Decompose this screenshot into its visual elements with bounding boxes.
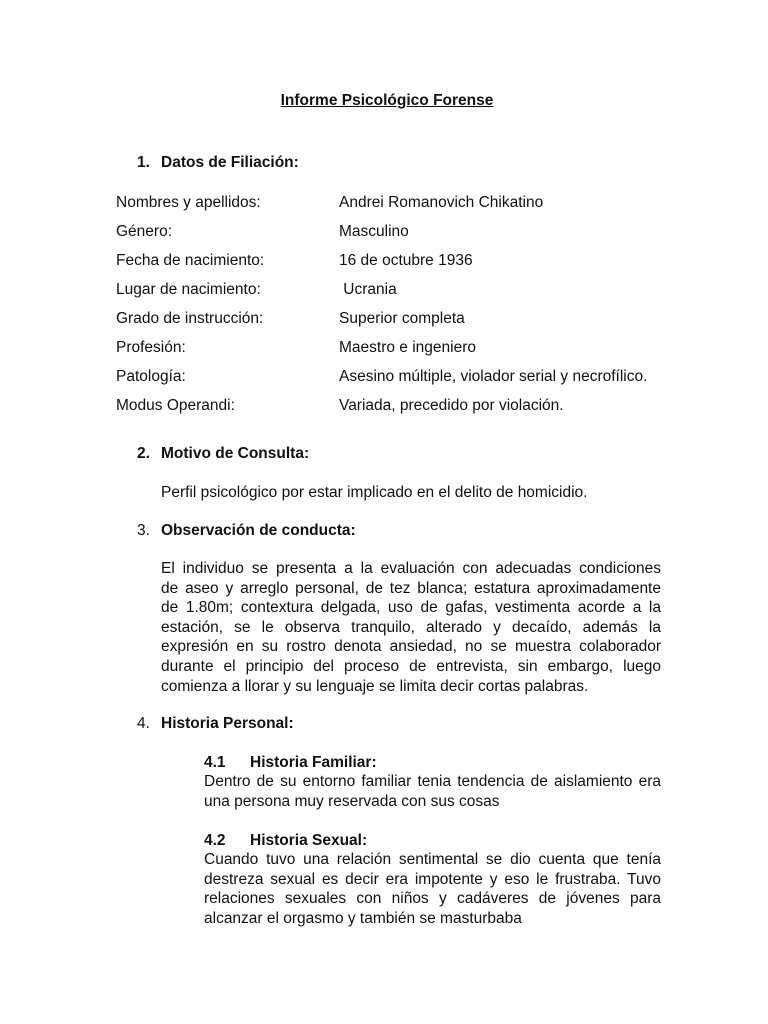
paragraph-line: El individuo se presenta a la evaluación con adecuadas condiciones <box>161 560 661 577</box>
paragraph-line: una persona muy reservada con sus cosas <box>204 792 500 810</box>
paragraph-line: alcanzar el orgasmo y también se masturbaba <box>204 909 522 927</box>
paragraph-line: relaciones sexuales con niños y cadáveres de jóvenes para <box>204 890 661 908</box>
subsection-4-2-heading <box>204 831 661 850</box>
field-value-grado-instruccion: Superior completa <box>339 310 465 327</box>
section-2-text: Perfil psicológico por estar implicado en el delito de homicidio. <box>161 484 588 501</box>
field-label-lugar-nacimiento: Lugar de nacimiento: <box>116 281 261 298</box>
field-value-nombres: Andrei Romanovich Chikatino <box>339 194 544 211</box>
paragraph-line: de 1.80m; contextura delgada, uso de gafas, vestimenta acorde a la <box>161 599 661 617</box>
section-3-paragraph <box>161 559 661 696</box>
paragraph-line: Dentro de su entorno familiar tenia tendencia de aislamiento era <box>204 773 661 791</box>
section-2-title: Motivo de Consulta: <box>161 445 310 462</box>
paragraph-line: expresión en su rostro denota ansiedad, no se muestra colaborador <box>161 638 661 656</box>
section-1-heading <box>137 154 299 172</box>
field-label-profesion: Profesión: <box>116 339 186 356</box>
section-3-number: 3. <box>137 522 150 539</box>
paragraph-line: Cuando tuvo una relación sentimental se dio cuenta que tenía <box>204 851 661 869</box>
section-2-heading <box>137 445 310 463</box>
subsection-4-2-number: 4.2 <box>204 832 226 849</box>
section-3-heading <box>137 522 356 540</box>
field-value-lugar-nacimiento: Ucrania <box>339 281 397 298</box>
field-label-genero: Género: <box>116 223 173 240</box>
field-value-profesion: Maestro e ingeniero <box>339 339 476 356</box>
paragraph-line: comienza a llorar y su lenguaje se limita decir cortas palabras. <box>161 677 589 695</box>
paragraph-line: destreza sexual es decir era impotente y eso le frustraba. Tuvo <box>204 870 661 888</box>
subsection-4-1 <box>204 753 661 811</box>
paragraph-line: durante el principio del proceso de entrevista, sin embargo, luego <box>161 657 661 675</box>
field-label-nombres: Nombres y apellidos: <box>116 194 261 211</box>
subsection-4-2 <box>204 831 661 928</box>
section-4-heading <box>137 715 294 733</box>
paragraph-line: de aseo y arreglo personal, de tez blanca; estatura aproximadamente <box>161 579 661 597</box>
field-value-genero: Masculino <box>339 223 409 240</box>
section-3-title: Observación de conducta: <box>161 522 356 539</box>
subsection-4-1-title: Historia Familiar: <box>250 754 377 771</box>
field-label-fecha-nacimiento: Fecha de nacimiento: <box>116 252 265 269</box>
section-1-number: 1. <box>137 154 150 171</box>
field-label-patologia: Patología: <box>116 368 186 385</box>
subsection-4-1-heading <box>204 753 661 772</box>
document-title: Informe Psicológico Forense <box>280 92 494 109</box>
section-1-title: Datos de Filiación: <box>161 154 299 171</box>
subsection-4-2-title: Historia Sexual: <box>250 832 368 849</box>
field-value-patologia: Asesino múltiple, violador serial y necrofílico. <box>339 368 648 385</box>
paragraph-line: estación, se le observa tranquilo, alterado y decaído, además la <box>161 618 661 636</box>
field-label-modus-operandi: Modus Operandi: <box>116 397 235 414</box>
field-label-grado-instruccion: Grado de instrucción: <box>116 310 264 327</box>
section-2-number: 2. <box>137 445 150 462</box>
section-4-number: 4. <box>137 715 150 732</box>
section-4-title: Historia Personal: <box>161 715 294 732</box>
field-value-modus-operandi: Variada, precedido por violación. <box>339 397 564 414</box>
subsection-4-1-number: 4.1 <box>204 754 226 771</box>
field-value-fecha-nacimiento: 16 de octubre 1936 <box>339 252 473 269</box>
